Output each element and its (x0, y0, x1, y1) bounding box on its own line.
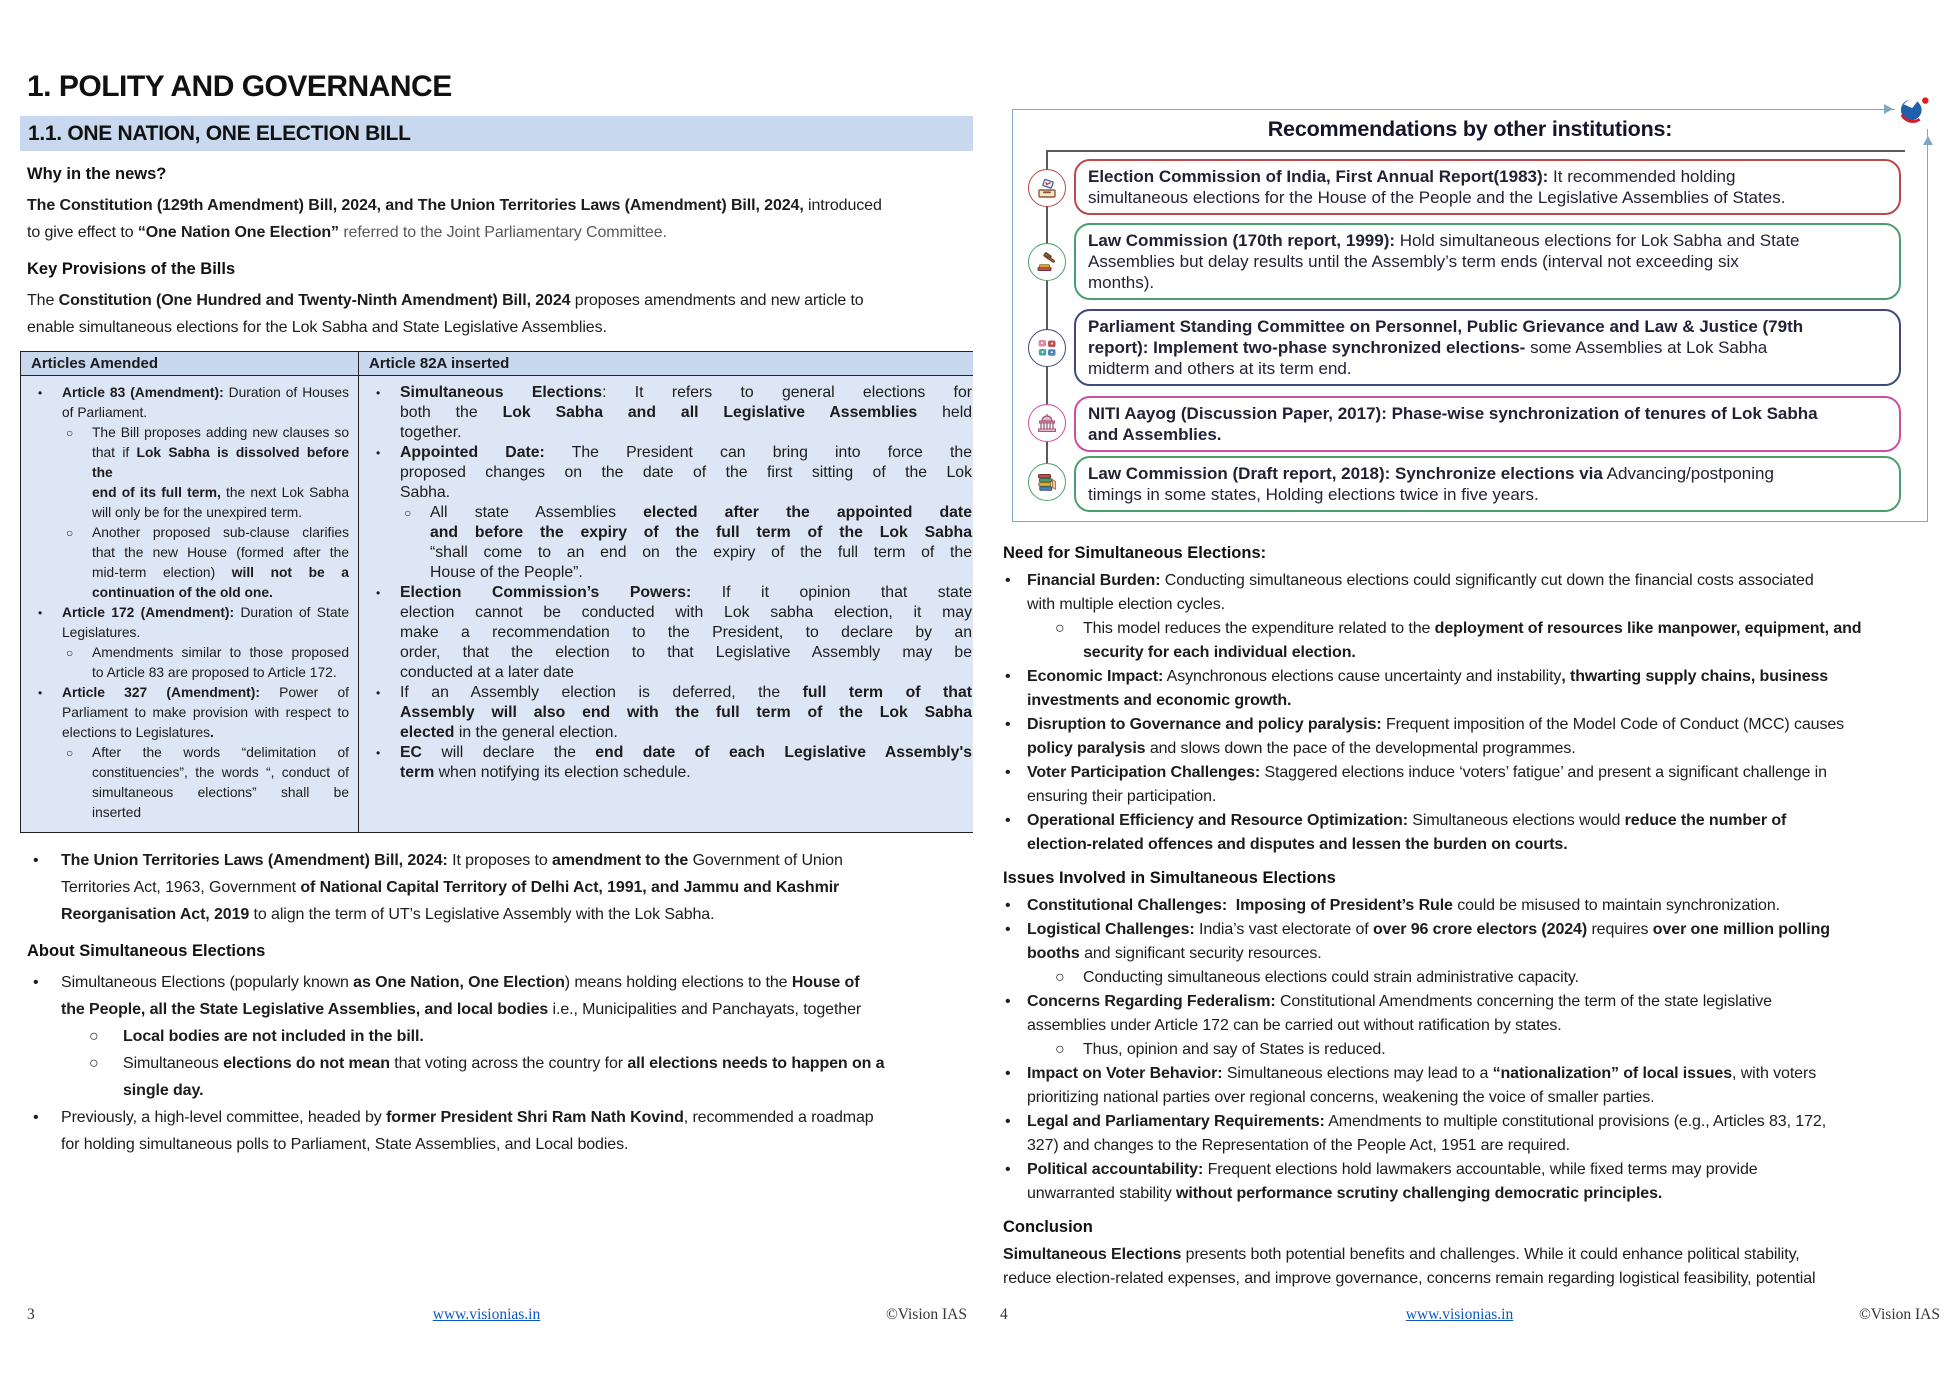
why-in-news-heading: Why in the news? (27, 165, 167, 183)
recommendation-card (1074, 223, 1901, 300)
bullet-marker: • (1005, 1065, 1011, 1082)
text-line: simultaneous elections for the House of the People and the Legislative Assemblies of States. (1088, 188, 1786, 207)
recommendations-title: Recommendations by other institutions: (1267, 117, 1673, 141)
key-provisions-heading: Key Provisions of the Bills (27, 260, 236, 278)
text-line: for holding simultaneous polls to Parliament, State Assemblies, and Local bodies. (61, 1136, 629, 1153)
text-line: Law Commission (Draft report, 2018): Synchronize elections via Advancing/postponing (1088, 464, 1774, 483)
text-line: 327) and changes to the Representation of the People Act, 1951 are required. (1027, 1137, 1571, 1154)
text-line: • If an Assembly election is deferred, the full term of that (376, 684, 972, 701)
text-line: both the Lok Sabha and all Legislative Assemblies held (400, 404, 972, 421)
issues-heading: Issues Involved in Simultaneous Elections (1003, 869, 1336, 887)
text-line: ○ Simultaneous elections do not mean that voting across the country for all elections needs to happen on a (27, 1050, 973, 1077)
provisions-paragraph (27, 287, 973, 341)
gavel-books-icon (1028, 243, 1066, 281)
text-line: The Constitution (129th Amendment) Bill, 2024, and The Union Territories Laws (Amendment) Bill, 2024, introduced (27, 197, 882, 214)
text-line: report): Implement two-phase synchronized elections- some Assemblies at Lok Sabha (1088, 338, 1768, 357)
footer-link-wrap (0, 1306, 973, 1324)
bullet-marker: ○ (66, 426, 74, 440)
text-line: assemblies under Article 172 can be carried out without ratification by states. (1027, 1017, 1562, 1034)
text-line: • Financial Burden: Conducting simultaneous elections could significantly cut down the financial costs associated (1003, 569, 1946, 593)
text-line: investments and economic growth. (1027, 692, 1292, 709)
page-footer (973, 1306, 1946, 1332)
text-line: Territories Act, 1963, Government of National Capital Territory of Delhi Act, 1991, and Jammu and Kashmir (61, 879, 840, 896)
section-header-bar: 1.1. ONE NATION, ONE ELECTION BILL (20, 116, 973, 151)
text-line: ensuring their participation. (1027, 788, 1217, 805)
text-line: Law Commission (170th report, 1999): Hold simultaneous elections for Lok Sabha and State (1088, 231, 1800, 250)
table-cell-articles-amended (21, 376, 358, 832)
text-line: ○ Local bodies are not included in the bill. (27, 1023, 973, 1050)
text-line: • Economic Impact: Asynchronous elections cause uncertainty and instability, thwarting supply chains, business (1003, 665, 1946, 689)
text-line: • EC will declare the end date of each Legislative Assembly's (376, 744, 972, 761)
recommendations-box (1012, 109, 1928, 522)
text-line: ○ Conducting simultaneous elections could strain administrative capacity. (1003, 966, 1946, 990)
ballot-box-icon (1028, 169, 1066, 207)
table-body-row (21, 376, 973, 832)
bullet-marker: ○ (89, 1028, 99, 1045)
government-building-icon (1028, 404, 1066, 442)
ut-bill-bullet (27, 847, 973, 928)
bullet-marker: ○ (1055, 1041, 1065, 1058)
text-line: ○ Thus, opinion and say of States is reduced. (1003, 1038, 1946, 1062)
bullet-marker: ○ (404, 506, 412, 520)
text-line: • Operational Efficiency and Resource Optimization: Simultaneous elections would reduce the number of (1003, 809, 1946, 833)
text-line: • Legal and Parliamentary Requirements: Amendments to multiple constitutional provisions (e.g., Articles 83, 172, (1003, 1110, 1946, 1134)
text-line: mid-term election) will not be a (92, 565, 349, 580)
text-line: • Article 83 (Amendment): Duration of Houses (30, 383, 349, 403)
bullet-marker: • (376, 386, 381, 400)
text-line: that the new House (formed after the (92, 545, 349, 560)
bullet-marker: • (1005, 897, 1011, 914)
amendments-table (20, 351, 973, 833)
bullet-marker: • (1005, 1113, 1011, 1130)
bullet-marker: • (376, 746, 381, 760)
text-line: to give effect to “One Nation One Election” referred to the Joint Parliamentary Committee. (27, 224, 667, 241)
footer-link-wrap (973, 1306, 1946, 1324)
table-header-row (21, 352, 973, 376)
text-line: security for each individual election. (1083, 644, 1356, 661)
text-line: • Simultaneous Elections (popularly known as One Nation, One Election) means holding elections to the House of (27, 969, 973, 996)
copyright-text: ©Vision IAS (885, 1306, 967, 1323)
text-line: • Logistical Challenges: India’s vast electorate of over 96 crore electors (2024) requires over one million polling (1003, 918, 1946, 942)
text-line: reduce election-related expenses, and improve governance, concerns remain regarding logistical feasibility, potential (1003, 1270, 1816, 1287)
page-number: 4 (1000, 1306, 1008, 1323)
bullet-marker: • (1005, 921, 1011, 938)
text-line: House of the People”. (430, 564, 583, 581)
table-cell-article-82a (359, 376, 973, 792)
bullet-marker: • (33, 1109, 39, 1126)
bullet-marker: ○ (1055, 969, 1065, 986)
chapter-title: 1. POLITY AND GOVERNANCE (27, 70, 452, 103)
bullet-marker: • (38, 686, 43, 700)
text-line: The Constitution (One Hundred and Twenty-Ninth Amendment) Bill, 2024 proposes amendments and new article to (27, 292, 864, 309)
bullet-marker: • (376, 586, 381, 600)
bullet-marker: • (33, 974, 39, 991)
bullet-marker: • (1005, 812, 1011, 829)
intro-paragraph (27, 192, 973, 246)
bullet-marker: • (1005, 1161, 1011, 1178)
text-line: prioritizing national parties over regional concerns, weakening the voice of smaller parties. (1027, 1089, 1655, 1106)
text-line: end of its full term, the next Lok Sabha (92, 485, 349, 500)
bullet-marker: ○ (66, 526, 74, 540)
text-line: “shall come to an end on the expiry of the full term of the (430, 544, 972, 561)
text-line: • Previously, a high-level committee, headed by former President Shri Ram Nath Kovind, recommended a roadmap (27, 1104, 973, 1131)
bullet-marker: • (1005, 668, 1011, 685)
table-header-col1: Articles Amended (21, 352, 359, 375)
text-line: • Appointed Date: The President can bring into force the (376, 444, 972, 461)
text-line: make a recommendation to the President, to declare by an (400, 624, 972, 641)
text-line: • Constitutional Challenges: Imposing of President’s Rule could be misused to maintain synchronization. (1003, 894, 1946, 918)
bullet-marker: • (376, 686, 381, 700)
bullet-marker: • (38, 606, 43, 620)
table-header-col2: Article 82A inserted (369, 355, 510, 372)
visionias-link[interactable]: www.visionias.in (1405, 1306, 1514, 1323)
text-line: policy paralysis and slows down the pace of the developmental programmes. (1027, 740, 1576, 757)
conclusion-paragraph (1003, 1243, 1946, 1291)
text-line: together. (400, 424, 462, 441)
text-line: • Impact on Voter Behavior: Simultaneous elections may lead to a “nationalization” of local issues, with voters (1003, 1062, 1946, 1086)
committee-discussion-icon (1028, 329, 1066, 367)
text-line: of Parliament. (62, 405, 148, 420)
text-line: conducted at a later date (400, 664, 574, 681)
text-line: • Article 327 (Amendment): Power of (30, 683, 349, 703)
text-line: ○ After the words “delimitation of (30, 743, 349, 763)
bullet-marker: • (1005, 764, 1011, 781)
text-line: • Election Commission’s Powers: If it opinion that state (376, 584, 972, 601)
text-line: term when notifying its election schedule. (400, 764, 691, 781)
text-line: booths and significant security resources. (1027, 945, 1322, 962)
issues-bullets (1003, 894, 1946, 1206)
text-line: will only be for the unexpired term. (92, 505, 303, 520)
text-line: inserted (92, 805, 142, 820)
conclusion-heading: Conclusion (1003, 1218, 1093, 1236)
text-line: Sabha. (400, 484, 451, 501)
visionias-link[interactable]: www.visionias.in (432, 1306, 541, 1323)
text-line: • Simultaneous Elections: It refers to general elections for (376, 384, 972, 401)
text-line: Legislatures. (62, 625, 141, 640)
text-line: • Article 172 (Amendment): Duration of State (30, 603, 349, 623)
bullet-marker: • (33, 852, 39, 869)
text-line: Assembly will also end with the full term of the Lok Sabha (400, 704, 972, 721)
page-number: 3 (27, 1306, 35, 1323)
connector-arrow-right-icon (1884, 104, 1893, 114)
text-line: the People, all the State Legislative Assemblies, and local bodies i.e., Municipalities and Panchayats, together (61, 1001, 862, 1018)
text-line: months). (1088, 273, 1155, 292)
text-line: timings in some states, Holding elections twice in five years. (1088, 485, 1539, 504)
text-line: elected in the general election. (400, 724, 618, 741)
text-line: • Political accountability: Frequent elections hold lawmakers accountable, while fixed terms may provide (1003, 1158, 1946, 1182)
text-line: unwarranted stability without performance scrutiny challenging democratic principles. (1027, 1185, 1663, 1202)
bullet-marker: ○ (1055, 620, 1065, 637)
text-line: constituencies”, the words “, conduct of (92, 765, 349, 780)
text-line: order, that the election to that Legislative Assembly may be (400, 644, 972, 661)
text-line: and Assemblies. (1088, 425, 1222, 444)
bullet-marker: • (376, 446, 381, 460)
bullet-marker: • (38, 386, 43, 400)
recommendation-card (1074, 309, 1901, 386)
text-line: Parliament to make provision with respect to (62, 705, 349, 720)
about-heading: About Simultaneous Elections (27, 942, 266, 960)
text-line: ○ All state Assemblies elected after the appointed date (404, 504, 972, 521)
text-line: election cannot be conducted with Lok sabha election, it may (400, 604, 972, 621)
text-line: Parliament Standing Committee on Personnel, Public Grievance and Law & Justice (79th (1088, 317, 1804, 336)
text-line: that if Lok Sabha is dissolved before the (92, 445, 349, 480)
text-line: Simultaneous Elections presents both potential benefits and challenges. While it could enhance political stability, (1003, 1246, 1800, 1263)
text-line: enable simultaneous elections for the Lok Sabha and State Legislative Assemblies. (27, 319, 607, 336)
about-bullets (27, 969, 973, 1158)
copyright-text: ©Vision IAS (1858, 1306, 1940, 1323)
text-line: Assemblies but delay results until the Assembly’s term ends (interval not exceeding six (1088, 252, 1739, 271)
connector-arrow-up-icon (1923, 136, 1933, 145)
text-line: ○ Another proposed sub-clause clarifies (30, 523, 349, 543)
bullet-marker: ○ (66, 646, 74, 660)
text-line: and before the expiry of the full term of the Lok Sabha (430, 524, 972, 541)
text-line: election-related offences and disputes and lessen the burden on courts. (1027, 836, 1568, 853)
text-line: simultaneous elections” shall be (92, 785, 349, 800)
text-line: midterm and others at its term end. (1088, 359, 1352, 378)
recommendation-card (1074, 456, 1901, 512)
title-divider-line (1046, 150, 1905, 152)
text-line: proposed changes on the date of the first sitting of the Lok (400, 464, 972, 481)
bullet-marker: • (1005, 993, 1011, 1010)
text-line: with multiple election cycles. (1027, 596, 1225, 613)
text-line: ○ The Bill proposes adding new clauses so (30, 423, 349, 443)
text-line: elections to Legislatures. (62, 725, 214, 740)
recommendation-card (1074, 159, 1901, 215)
text-line: • Voter Participation Challenges: Staggered elections induce ‘voters’ fatigue’ and present a significant challenge in (1003, 761, 1946, 785)
text-line: • Disruption to Governance and policy paralysis: Frequent imposition of the Model Code of Conduct (MCC) causes (1003, 713, 1946, 737)
bullet-marker: • (1005, 572, 1011, 589)
text-line: NITI Aayog (Discussion Paper, 2017): Phase-wise synchronization of tenures of Lok Sabha (1088, 404, 1818, 423)
text-line: Reorganisation Act, 2019 to align the term of UT’s Legislative Assembly with the Lok Sabha. (61, 906, 715, 923)
text-line: single day. (123, 1082, 204, 1099)
text-line: continuation of the old one. (92, 585, 273, 600)
need-heading: Need for Simultaneous Elections: (1003, 544, 1267, 562)
document-page-right (973, 0, 1946, 1376)
text-line: • Concerns Regarding Federalism: Constitutional Amendments concerning the term of the state legislative (1003, 990, 1946, 1014)
recommendation-card (1074, 396, 1901, 452)
bullet-marker: • (1005, 716, 1011, 733)
text-line: to Article 83 are proposed to Article 172. (92, 665, 337, 680)
visionias-logo-icon (1895, 94, 1935, 129)
books-stack-icon (1028, 463, 1066, 501)
need-bullets (1003, 569, 1946, 857)
bullet-marker: ○ (89, 1055, 99, 1072)
text-line: • The Union Territories Laws (Amendment) Bill, 2024: It proposes to amendment to the Government of Union (27, 847, 973, 874)
page-footer (0, 1306, 973, 1332)
text-line: ○ Amendments similar to those proposed (30, 643, 349, 663)
text-line: Election Commission of India, First Annual Report(1983): It recommended holding (1088, 167, 1736, 186)
bullet-marker: ○ (66, 746, 74, 760)
text-line: ○ This model reduces the expenditure related to the deployment of resources like manpower, equipment, and (1003, 617, 1946, 641)
